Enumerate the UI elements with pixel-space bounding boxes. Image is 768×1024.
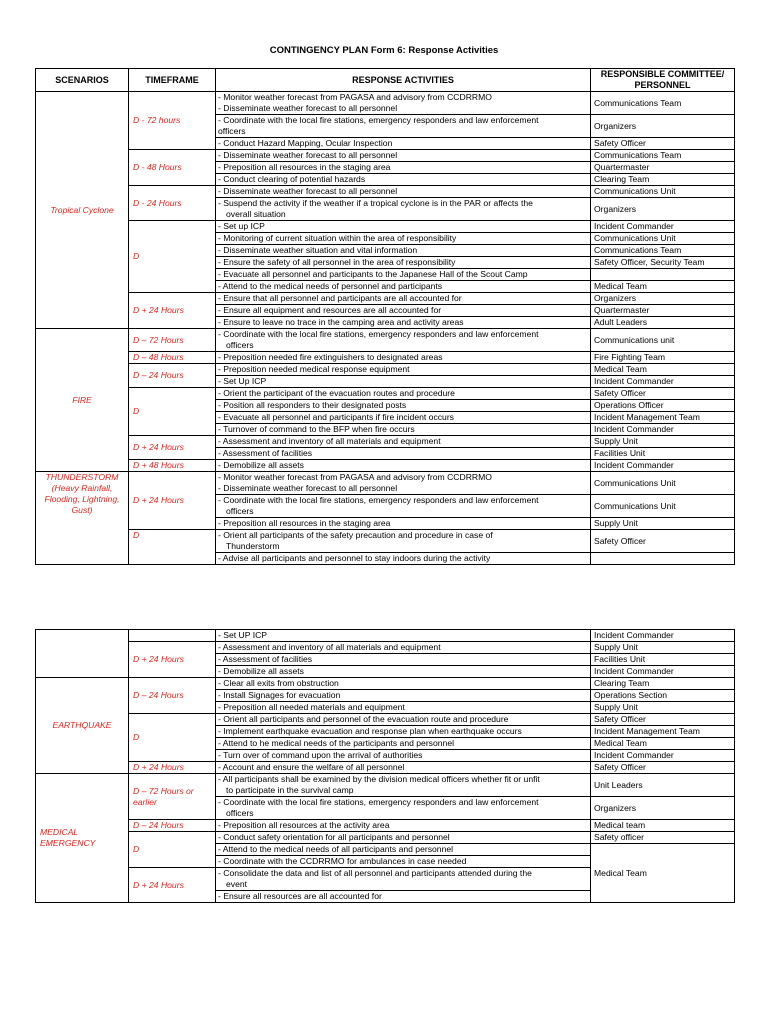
scenario-thunderstorm: THUNDERSTORM (Heavy Rainfall, Flooding, Lightning, Gust) bbox=[36, 472, 129, 565]
responsible-cell: Supply Unit bbox=[591, 436, 735, 448]
responsible-cell: Facilities Unit bbox=[591, 448, 735, 460]
table-row bbox=[36, 186, 735, 198]
activity-cell: - Assessment of facilities bbox=[216, 654, 591, 666]
activity-cell: - Install Signages for evacuation bbox=[216, 690, 591, 702]
activity-cell: - Evacuate all personnel and participants if fire incident occurs bbox=[216, 412, 591, 424]
responsible-cell: Incident Commander bbox=[591, 630, 735, 642]
table-row bbox=[36, 472, 735, 495]
table-row bbox=[36, 388, 735, 400]
activity-line: Thunderstorm bbox=[226, 541, 280, 551]
activity-cell bbox=[216, 868, 591, 891]
responsible-cell: Organizers bbox=[591, 198, 735, 221]
responsible-cell: Operations Officer bbox=[591, 400, 735, 412]
page-title: CONTINGENCY PLAN Form 6: Response Activities bbox=[269, 45, 499, 56]
activity-cell: - Disseminate weather forecast to all personnel bbox=[216, 150, 591, 162]
activity-cell: - Implement earthquake evacuation and response plan when earthquake occurs bbox=[216, 726, 591, 738]
responsible-cell: Organizers bbox=[591, 797, 735, 820]
activity-cell: - Attend to he medical needs of the participants and personnel bbox=[216, 738, 591, 750]
timeframe-cell: D – 48 Hours bbox=[129, 352, 216, 364]
activity-cell: - Assessment and inventory of all materials and equipment bbox=[216, 436, 591, 448]
responsible-cell: Communications Team bbox=[591, 92, 735, 115]
activity-cell: - Preposition all resources in the staging area bbox=[216, 518, 591, 530]
responsible-cell: Quartermaster bbox=[591, 305, 735, 317]
activity-line: - Monitor weather forecast from PAGASA and advisory from CCDRRMO bbox=[218, 92, 492, 102]
responsible-cell: Communications Unit bbox=[591, 495, 735, 518]
activity-cell: - Disseminate weather forecast to all personnel bbox=[216, 186, 591, 198]
scenario-fire: FIRE bbox=[36, 329, 129, 472]
activity-cell: - Attend to the medical needs of personnel and participants bbox=[216, 281, 591, 293]
table-row bbox=[36, 630, 735, 642]
responsible-cell: Safety Officer bbox=[591, 714, 735, 726]
activity-line: officers bbox=[226, 340, 254, 350]
activity-cell: - Preposition needed fire extinguishers to designated areas bbox=[216, 352, 591, 364]
responsible-cell bbox=[591, 553, 735, 565]
timeframe-cell: D – 24 Hours bbox=[129, 364, 216, 388]
table-row bbox=[36, 678, 735, 690]
activity-cell: - Set Up ICP bbox=[216, 376, 591, 388]
header-timeframe: TIMEFRAME bbox=[129, 69, 216, 92]
activity-cell: - Ensure all equipment and resources are all accounted for bbox=[216, 305, 591, 317]
table-row bbox=[36, 293, 735, 305]
table-row bbox=[36, 530, 735, 553]
activity-cell: - Coordinate with the CCDRRMO for ambulances in case needed bbox=[216, 856, 591, 868]
timeframe-cell: D - 72 hours bbox=[129, 92, 216, 150]
activity-line: - Coordinate with the local fire stations, emergency responders and law enforcement bbox=[218, 329, 539, 339]
responsible-cell: Organizers bbox=[591, 293, 735, 305]
responsible-cell: Incident Commander bbox=[591, 424, 735, 436]
activity-cell: - Assessment of facilities bbox=[216, 448, 591, 460]
activity-cell: - Conduct safety orientation for all participants and personnel bbox=[216, 832, 591, 844]
responsible-cell: Safety Officer bbox=[591, 530, 735, 553]
responsible-cell: Incident Commander bbox=[591, 460, 735, 472]
activity-cell: - Set up ICP bbox=[216, 221, 591, 233]
activity-cell: - Turn over of command upon the arrival of authorities bbox=[216, 750, 591, 762]
responsible-cell: Safety officer bbox=[591, 832, 735, 844]
responsible-cell: Safety Officer bbox=[591, 762, 735, 774]
activity-cell: - Set UP ICP bbox=[216, 630, 591, 642]
responsible-cell: Communications Unit bbox=[591, 186, 735, 198]
activity-cell: - Conduct Hazard Mapping, Ocular Inspection bbox=[216, 138, 591, 150]
timeframe-cell: D + 48 Hours bbox=[129, 460, 216, 472]
responsible-cell: Fire Fighting Team bbox=[591, 352, 735, 364]
activity-cell: - Monitoring of current situation within the area of responsibility bbox=[216, 233, 591, 245]
header-response-activities: RESPONSE ACTIVITIES bbox=[216, 69, 591, 92]
activity-cell bbox=[216, 774, 591, 797]
responsible-cell: Communications Team bbox=[591, 150, 735, 162]
responsible-cell: Supply Unit bbox=[591, 518, 735, 530]
activity-line: event bbox=[226, 879, 248, 889]
activity-cell: - Account and ensure the welfare of all personnel bbox=[216, 762, 591, 774]
table-row bbox=[36, 762, 735, 774]
responsible-cell: Medical Team bbox=[591, 364, 735, 376]
responsible-cell: Quartermaster bbox=[591, 162, 735, 174]
table-row bbox=[36, 642, 735, 654]
table-row bbox=[36, 150, 735, 162]
table-row bbox=[36, 774, 735, 797]
scenario-earthquake: EARTHQUAKE bbox=[36, 678, 129, 774]
activity-cell bbox=[216, 797, 591, 820]
scenario-medical-emergency: MEDICAL EMERGENCY bbox=[36, 774, 129, 903]
activity-cell bbox=[216, 472, 591, 495]
activity-cell: - Demobilize all assets bbox=[216, 460, 591, 472]
responsible-cell: Supply Unit bbox=[591, 702, 735, 714]
responsible-cell: Incident Management Team bbox=[591, 412, 735, 424]
activity-cell: - Ensure that all personnel and participants are all accounted for bbox=[216, 293, 591, 305]
table-row bbox=[36, 329, 735, 352]
activity-line: - Coordinate with the local fire stations, emergency responders and law enforcement bbox=[218, 115, 539, 125]
timeframe-cell: D + 24 Hours bbox=[129, 868, 216, 903]
activity-cell: - Conduct clearing of potential hazards bbox=[216, 174, 591, 186]
timeframe-cell: D bbox=[129, 221, 216, 293]
activity-line: - All participants shall be examined by the division medical officers whether fit or unfit bbox=[218, 774, 540, 784]
responsible-cell: Communications unit bbox=[591, 329, 735, 352]
timeframe-cell: D bbox=[129, 530, 216, 565]
activity-cell: - Demobilize all assets bbox=[216, 666, 591, 678]
timeframe-cell: D bbox=[129, 832, 216, 868]
timeframe-cell: D + 24 Hours bbox=[129, 293, 216, 329]
responsible-cell: Incident Commander bbox=[591, 750, 735, 762]
table-row bbox=[36, 714, 735, 726]
activity-cell: - Assessment and inventory of all materials and equipment bbox=[216, 642, 591, 654]
responsible-cell: Clearing Team bbox=[591, 678, 735, 690]
activity-cell: - Evacuate all personnel and participants to the Japanese Hall of the Scout Camp bbox=[216, 269, 591, 281]
timeframe-cell: D + 24 Hours bbox=[129, 436, 216, 460]
responsible-cell bbox=[591, 269, 735, 281]
timeframe-cell: D + 24 Hours bbox=[129, 762, 216, 774]
activity-line: - Disseminate weather forecast to all personnel bbox=[218, 103, 398, 113]
activity-cell: - Preposition all resources at the activity area bbox=[216, 820, 591, 832]
activity-line: to participate in the survival camp bbox=[226, 785, 354, 795]
timeframe-cell: D – 24 Hours bbox=[129, 820, 216, 832]
responsible-cell: Adult Leaders bbox=[591, 317, 735, 329]
activity-cell: - Attend to the medical needs of all participants and personnel bbox=[216, 844, 591, 856]
table-row bbox=[36, 352, 735, 364]
timeframe-cell: D bbox=[129, 714, 216, 762]
activity-cell bbox=[216, 530, 591, 553]
header-scenarios: SCENARIOS bbox=[36, 69, 129, 92]
activity-line: - Coordinate with the local fire stations, emergency responders and law enforcement bbox=[218, 495, 539, 505]
responsible-cell: Safety Officer bbox=[591, 138, 735, 150]
activity-line: - Disseminate weather forecast to all personnel bbox=[218, 483, 398, 493]
activity-cell: - Clear all exits from obstruction bbox=[216, 678, 591, 690]
activity-cell: - Preposition all resources in the staging area bbox=[216, 162, 591, 174]
activity-line: officers bbox=[226, 506, 254, 516]
activity-line: overall situation bbox=[226, 209, 286, 219]
responsible-cell: Medical Team bbox=[591, 281, 735, 293]
timeframe-cell: D + 24 Hours bbox=[129, 472, 216, 530]
activity-cell bbox=[216, 115, 591, 138]
activity-cell bbox=[216, 495, 591, 518]
activity-line: - Monitor weather forecast from PAGASA and advisory from CCDRRMO bbox=[218, 472, 492, 482]
activity-line: officers bbox=[218, 126, 246, 136]
activity-cell: - Orient all participants and personnel of the evacuation route and procedure bbox=[216, 714, 591, 726]
response-activities-table-continued bbox=[35, 629, 735, 903]
responsible-cell: Clearing Team bbox=[591, 174, 735, 186]
timeframe-cell bbox=[129, 630, 216, 642]
timeframe-cell: D – 72 Hours bbox=[129, 329, 216, 352]
responsible-cell: Safety Officer, Security Team bbox=[591, 257, 735, 269]
activity-cell: - Preposition needed medical response equipment bbox=[216, 364, 591, 376]
responsible-cell: Medical team bbox=[591, 820, 735, 832]
activity-cell: - Orient the participant of the evacuation routes and procedure bbox=[216, 388, 591, 400]
activity-cell: - Ensure the safety of all personnel in the area of responsibility bbox=[216, 257, 591, 269]
timeframe-cell: D - 48 Hours bbox=[129, 150, 216, 186]
scenario-continued bbox=[36, 630, 129, 678]
activity-line: - Consolidate the data and list of all personnel and participants attended during the bbox=[218, 868, 532, 878]
responsible-cell: Unit Leaders bbox=[591, 774, 735, 797]
activity-cell: - Disseminate weather situation and vital information bbox=[216, 245, 591, 257]
table-header-row bbox=[36, 69, 735, 92]
activity-cell bbox=[216, 198, 591, 221]
table-row bbox=[36, 92, 735, 115]
responsible-cell: Incident Management Team bbox=[591, 726, 735, 738]
responsible-cell: Medical Team bbox=[591, 738, 735, 750]
activity-cell: - Ensure to leave no trace in the camping area and activity areas bbox=[216, 317, 591, 329]
table-row bbox=[36, 364, 735, 376]
responsible-cell: Communications Unit bbox=[591, 472, 735, 495]
responsible-cell: Communications Team bbox=[591, 245, 735, 257]
activity-cell: - Turnover of command to the BFP when fire occurs bbox=[216, 424, 591, 436]
response-activities-table bbox=[35, 68, 735, 565]
table-row bbox=[36, 436, 735, 448]
activity-cell: - Position all responders to their designated posts bbox=[216, 400, 591, 412]
responsible-cell: Operations Section bbox=[591, 690, 735, 702]
responsible-cell: Facilities Unit bbox=[591, 654, 735, 666]
activity-line: - Coordinate with the local fire stations, emergency responders and law enforcement bbox=[218, 797, 539, 807]
activity-cell bbox=[216, 329, 591, 352]
timeframe-cell: D bbox=[129, 388, 216, 436]
header-responsible: RESPONSIBLE COMMITTEE/ PERSONNEL bbox=[591, 69, 735, 92]
activity-line: - Orient all participants of the safety precaution and procedure in case of bbox=[218, 530, 493, 540]
timeframe-cell: D + 24 Hours bbox=[129, 642, 216, 678]
responsible-cell: Incident Commander bbox=[591, 376, 735, 388]
timeframe-cell: D – 24 Hours bbox=[129, 678, 216, 714]
responsible-cell: Safety Officer bbox=[591, 388, 735, 400]
responsible-cell: Incident Commander bbox=[591, 221, 735, 233]
scenario-tropical-cyclone: Tropical Cyclone bbox=[36, 92, 129, 329]
activity-line: officers bbox=[226, 808, 254, 818]
table-row bbox=[36, 832, 735, 844]
timeframe-cell: D - 24 Hours bbox=[129, 186, 216, 221]
responsible-cell: Organizers bbox=[591, 115, 735, 138]
activity-cell bbox=[216, 92, 591, 115]
responsible-cell: Communications Unit bbox=[591, 233, 735, 245]
table-row bbox=[36, 820, 735, 832]
responsible-cell: Medical Team bbox=[591, 844, 735, 903]
table-row bbox=[36, 460, 735, 472]
activity-cell: - Ensure all resources are all accounted for bbox=[216, 891, 591, 903]
responsible-cell: Supply Unit bbox=[591, 642, 735, 654]
table-row bbox=[36, 221, 735, 233]
activity-cell: - Preposition all needed materials and equipment bbox=[216, 702, 591, 714]
activity-line: - Suspend the activity if the weather if a tropical cyclone is in the PAR or affects the bbox=[218, 198, 533, 208]
activity-cell: - Advise all participants and personnel to stay indoors during the activity bbox=[216, 553, 591, 565]
responsible-cell: Incident Commander bbox=[591, 666, 735, 678]
timeframe-cell: D – 72 Hours or earlier bbox=[129, 774, 216, 820]
